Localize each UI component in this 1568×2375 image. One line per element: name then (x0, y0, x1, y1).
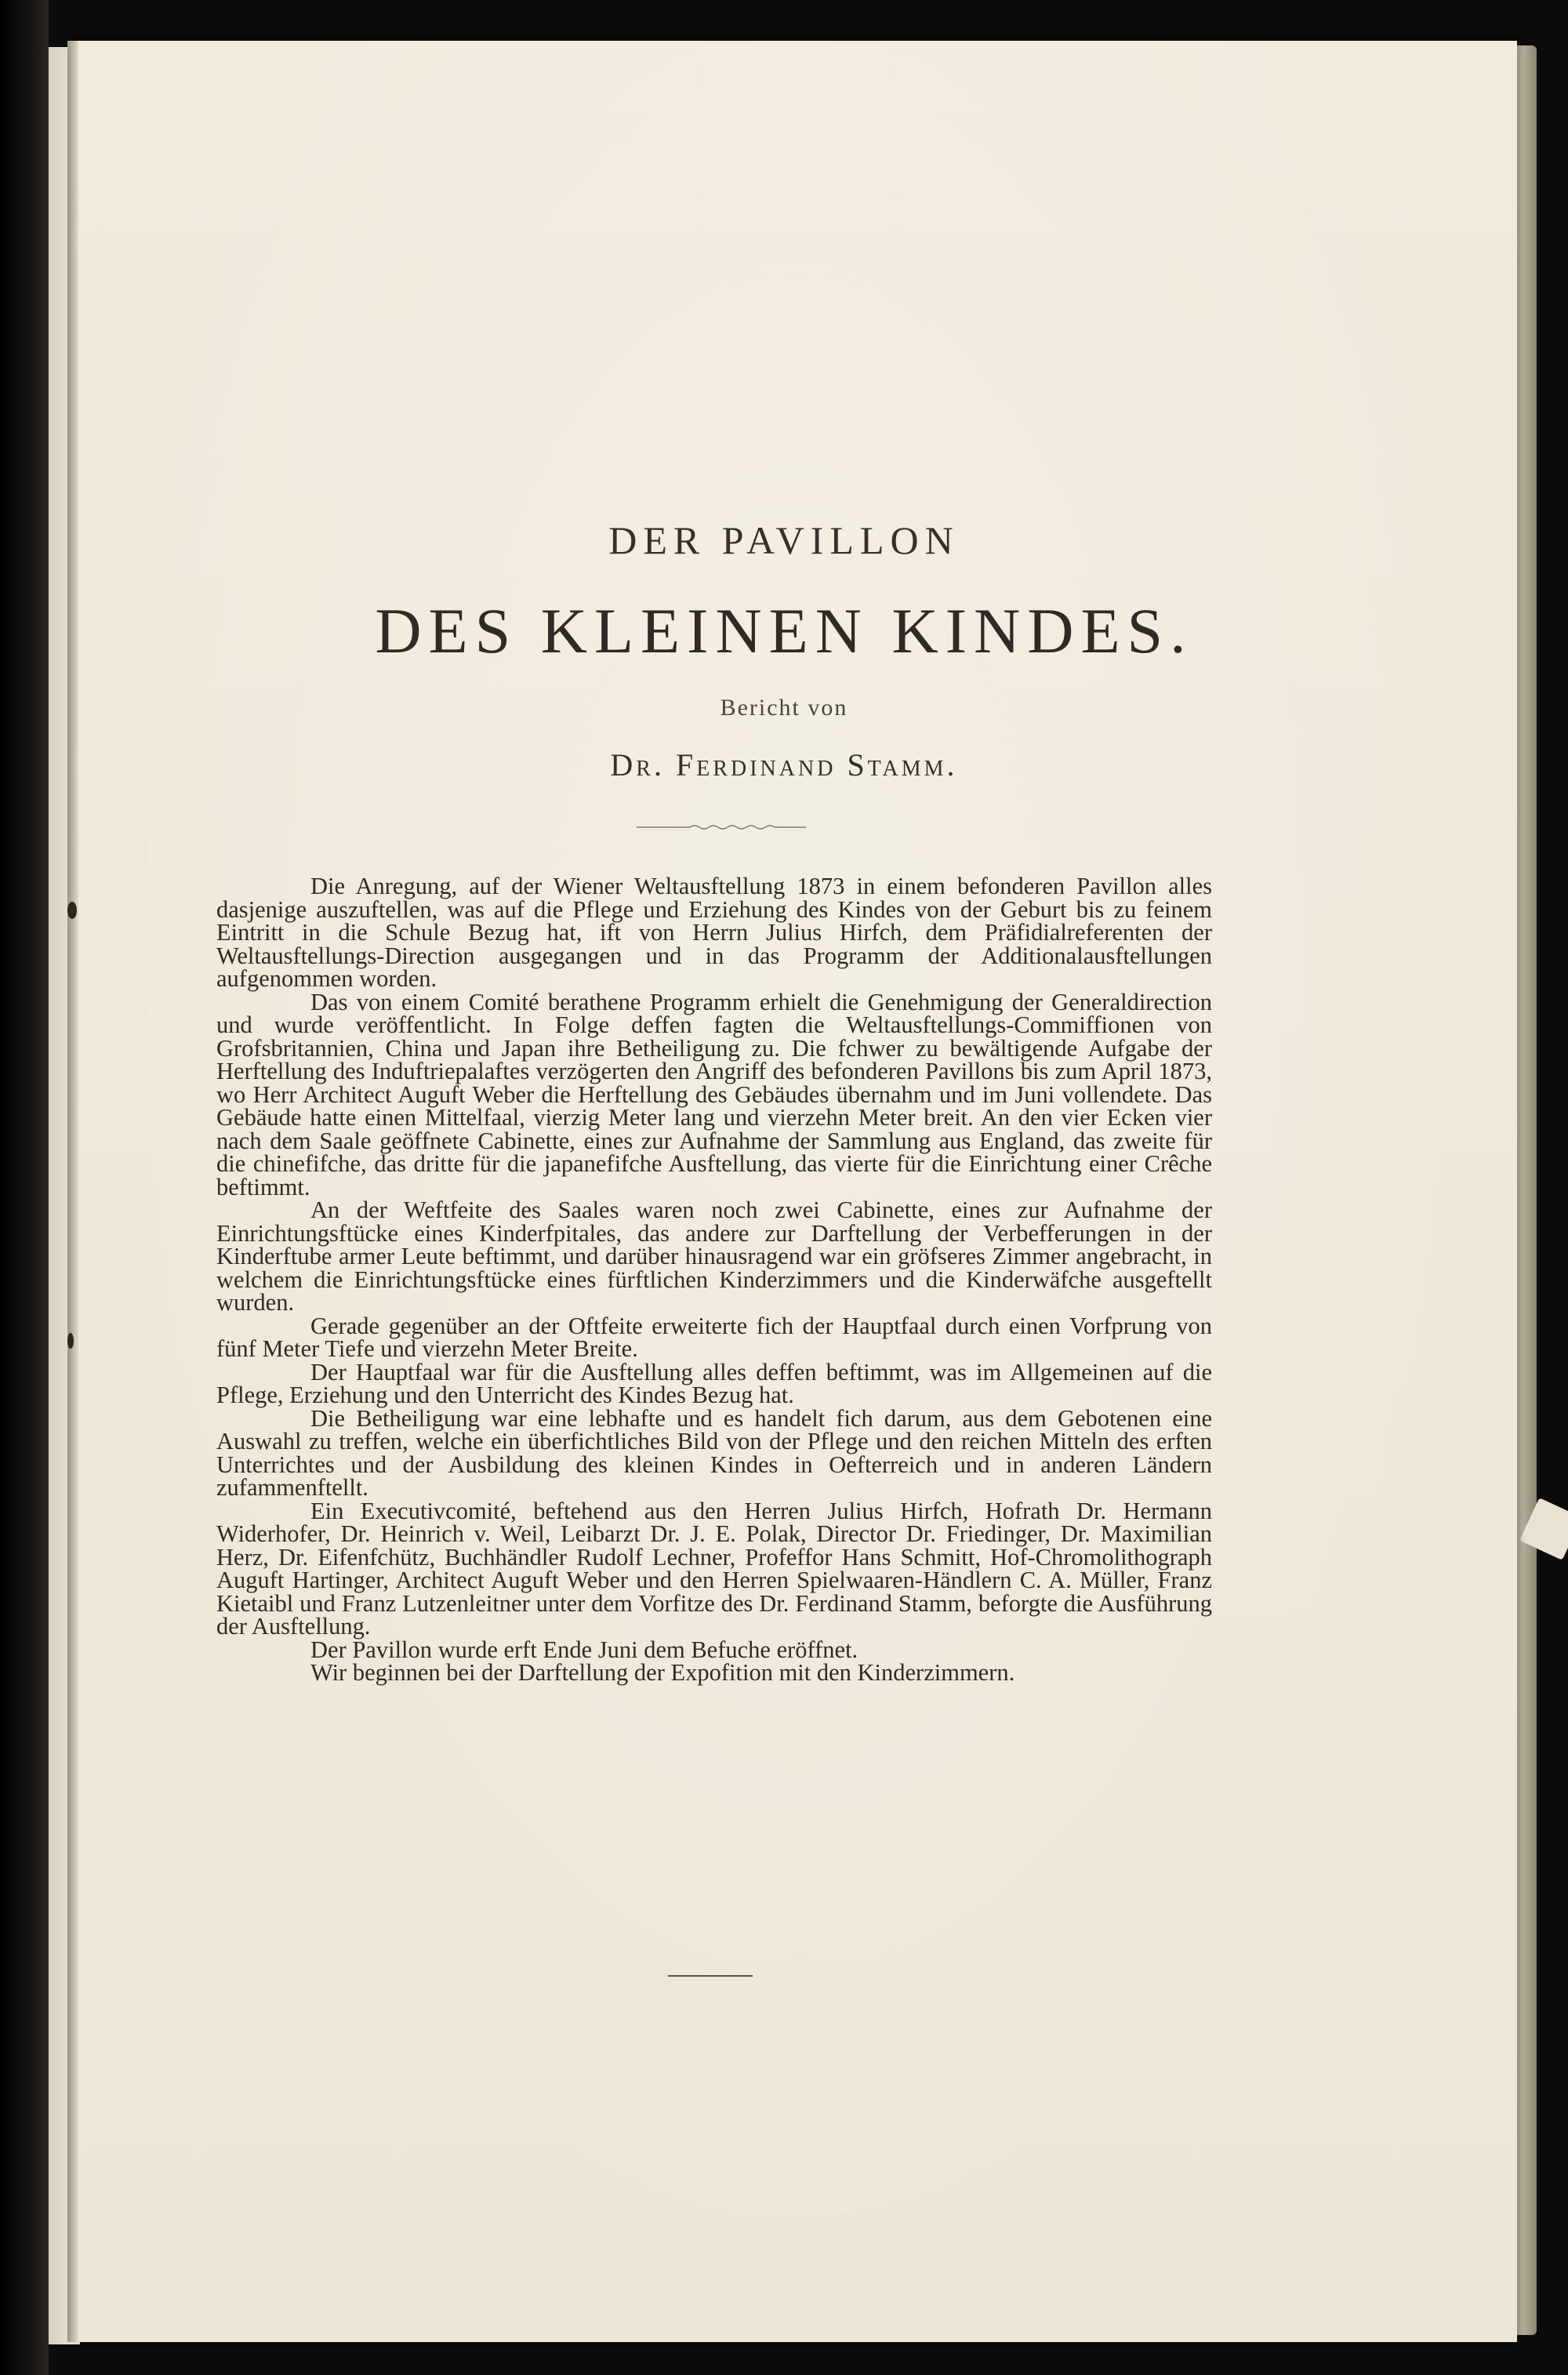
paragraph: Ein Executivcomité, beftehend aus den Herren Julius Hirfch, Hofrath Dr. Hermann Widerhofer, Dr. Heinrich v. Weil, Leibarzt Dr. J. E. Polak, Director Dr. Friedinger, Dr. Maximilian Herz, Dr. Eifenfchütz, Buchhändler Rudolf Lechner, Profeffor Hans Schmitt, Hof-Chromolithograph Auguft Hartinger, Architect Auguft Weber und den Herren Spielwaaren-Händlern C. A. Müller, Franz Kietaibl und Franz Lutzenleitner unter dem Vorfitze des Dr. Ferdinand Stamm, beforgte die Ausführung der Ausftellung. (216, 1497, 1212, 1640)
book-spine (0, 0, 49, 2375)
ornament-divider (635, 823, 808, 831)
paragraph: Gerade gegenüber an der Oftfeite erweiterte fich der Hauptfaal durch einen Vorfprung von fünf Meter Tiefe und vierzehn Meter Breite. (216, 1312, 1212, 1362)
gutter-fold (67, 41, 78, 2342)
body-text (216, 875, 1212, 1685)
paragraph: Der Pavillon wurde erft Ende Juni dem Befuche eröffnet. (310, 1636, 858, 1663)
title-line-2: DES KLEINEN KINDES. (375, 595, 1193, 666)
paragraph: Das von einem Comité berathene Programm erhielt die Genehmigung der Generaldirection und wurde veröffentlicht. In Folge deffen fagten die Weltausftellungs-Commiffionen von Grofsbritannien, China und Japan ihre Betheiligung zu. Die fchwer zu bewältigende Aufgabe der Herftellung des Induftriepalaftes verzögerten den Angriff des befonderen Pavillons bis zum April 1873, wo Herr Architect Auguft Weber die Herftellung des Gebäudes übernahm und im Juni vollendete. Das Gebäude hatte einen Mittelfaal, vierzig Meter lang und vierzehn Meter breit. An den vier Ecken vier nach dem Saale geöffnete Cabinette, eines zur Aufnahme der Sammlung aus England, das zweite für die chinefifche, das dritte für die japanefifche Ausftellung, das vierte für die Einrichtung einer Crêche beftimmt. (216, 988, 1212, 1200)
paragraph: Die Anregung, auf der Wiener Weltausftellung 1873 in einem befonderen Pavillon alles dasjenige auszuftellen, was auf die Pflege und Erziehung des Kindes von der Geburt bis zu feinem Eintritt in die Schule Bezug hat, ift von Herrn Julius Hirfch, dem Präfidialreferenten der Weltausftellungs-Direction ausgegangen und in das Programm der Additionalausftellungen aufgenommen worden. (216, 873, 1212, 992)
paragraph: An der Weftfeite des Saales waren noch zwei Cabinette, eines zur Aufnahme der Einrichtungsftücke eines Kinderfpitales, das andere zur Darftellung der Verbefferungen in der Kinderftube armer Leute beftimmt, und darüber hinausragend war ein gröfseres Zimmer angebracht, in welchem die Einrichtungsftücke eines fürftlichen Kinderzimmers und die Kinderwäfche ausgeftellt wurden. (216, 1197, 1212, 1316)
paragraph: Die Betheiligung war eine lebhafte und es handelt fich darum, aus dem Gebotenen eine Auswahl zu treffen, welche ein überfichtliches Bild von der Pflege und den reichen Mitteln des erften Unterrichtes und der Ausbildung des kleinen Kindes in Oefterreich und in anderen Ländern zufammenftellt. (216, 1404, 1212, 1501)
title-line-1: DER PAVILLON (608, 518, 960, 562)
end-rule (668, 1975, 753, 1977)
paragraph: Der Hauptfaal war für die Ausftellung alles deffen beftimmt, was im Allgemeinen auf die Pflege, Erziehung und den Unterricht des Kindes Bezug hat. (216, 1358, 1212, 1408)
binding-mark (67, 902, 77, 919)
binding-mark (67, 1333, 74, 1349)
paragraph: Wir beginnen bei der Darftellung der Expofition mit den Kinderzimmern. (310, 1659, 1015, 1686)
byline-author: Dr. Ferdinand Stamm. (610, 747, 958, 783)
byline-prefix: Bericht von (720, 695, 848, 721)
